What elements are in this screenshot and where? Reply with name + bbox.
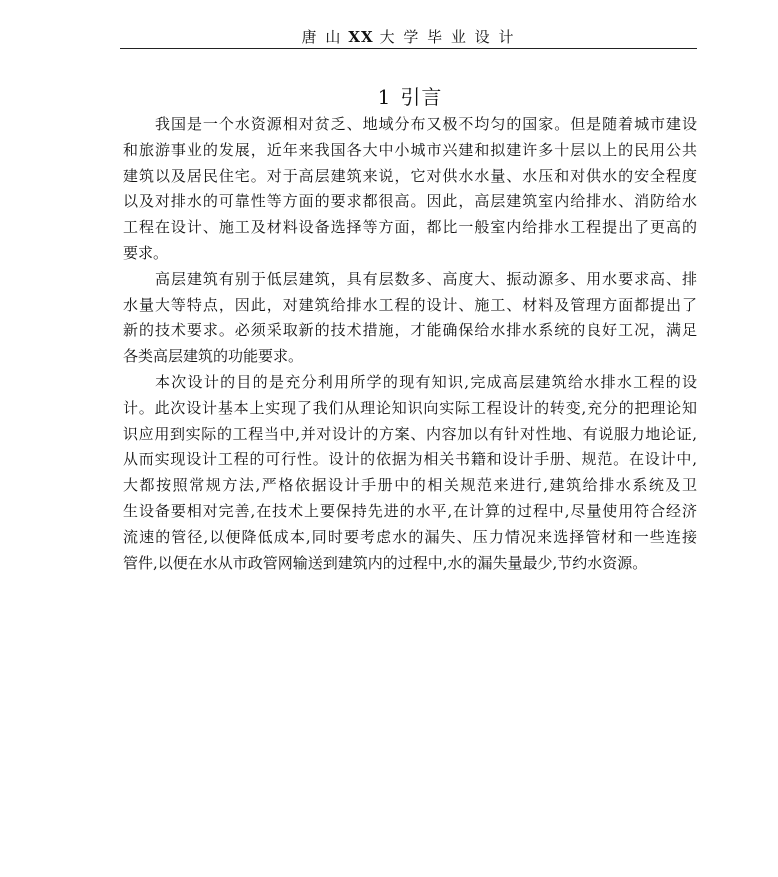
paragraph-line: 管件,以便在水从市政管网输送到建筑内的过程中,水的漏失量最少,节约水资源。 (123, 553, 648, 572)
paragraph-line: 要求。 (123, 243, 169, 262)
paragraph (123, 370, 697, 576)
paragraph (123, 267, 697, 370)
section-title (123, 85, 697, 109)
header-suffix: 大 学 毕 业 设 计 (379, 28, 516, 46)
paragraph-line: 水量大等特点，因此，对建筑给排水工程的设计、施工、材料及管理方面都提出了 (123, 295, 698, 314)
running-header (120, 26, 697, 49)
paragraph-line: 工程在设计、施工及材料设备选择等方面，都比一般室内给排水工程提出了更高的 (123, 218, 698, 237)
paragraph-line: 本次设计的目的是充分利用所学的现有知识,完成高层建筑给水排水工程的设 (155, 372, 699, 391)
header-school-name: XX (348, 28, 374, 46)
section-title-text: 引言 (400, 85, 443, 109)
paragraph-line: 各类高层建筑的功能要求。 (123, 347, 304, 366)
paragraph-line: 生设备要相对完善,在技术上要保持先进的水平,在计算的过程中,尽量使用符合经济 (123, 501, 698, 520)
paragraph-line: 新的技术要求。必须采取新的技术措施，才能确保给水排水系统的良好工况，满足 (123, 321, 698, 340)
paragraph (123, 112, 697, 267)
paragraph-line: 计。此次设计基本上实现了我们从理论知识向实际工程设计的转变,充分的把理论知 (123, 398, 698, 417)
paragraph-line: 流速的管径,以便降低成本,同时要考虑水的漏失、压力情况来选择管材和一些连接 (123, 527, 699, 546)
paragraph-line: 以及对排水的可靠性等方面的要求都很高。因此，高层建筑室内给排水、消防给水 (123, 192, 698, 211)
paragraph-line: 识应用到实际的工程当中,并对设计的方案、内容加以有针对性地、有说服力地论证, (123, 424, 698, 443)
paragraph-line: 从而实现设计工程的可行性。设计的依据为相关书籍和设计手册、规范。在设计中, (123, 450, 698, 469)
paragraph-line: 高层建筑有别于低层建筑，具有层数多、高度大、振动源多、用水要求高、排 (155, 269, 698, 288)
paragraph-line: 我国是一个水资源相对贫乏、地域分布又极不均匀的国家。但是随着城市建设 (155, 115, 698, 133)
body-text (123, 112, 697, 576)
header-prefix: 唐 山 (301, 28, 343, 46)
paragraph-line: 建筑以及居民住宅。对于高层建筑来说，它对供水水量、水压和对供水的安全程度 (123, 166, 698, 185)
paragraph-line: 和旅游事业的发展，近年来我国各大中小城市兴建和拟建许多十层以上的民用公共 (123, 140, 698, 159)
section-number: 1 (377, 85, 391, 109)
paragraph-line: 大都按照常规方法,严格依据设计手册中的相关规范来进行,建筑给排水系统及卫 (123, 476, 699, 495)
